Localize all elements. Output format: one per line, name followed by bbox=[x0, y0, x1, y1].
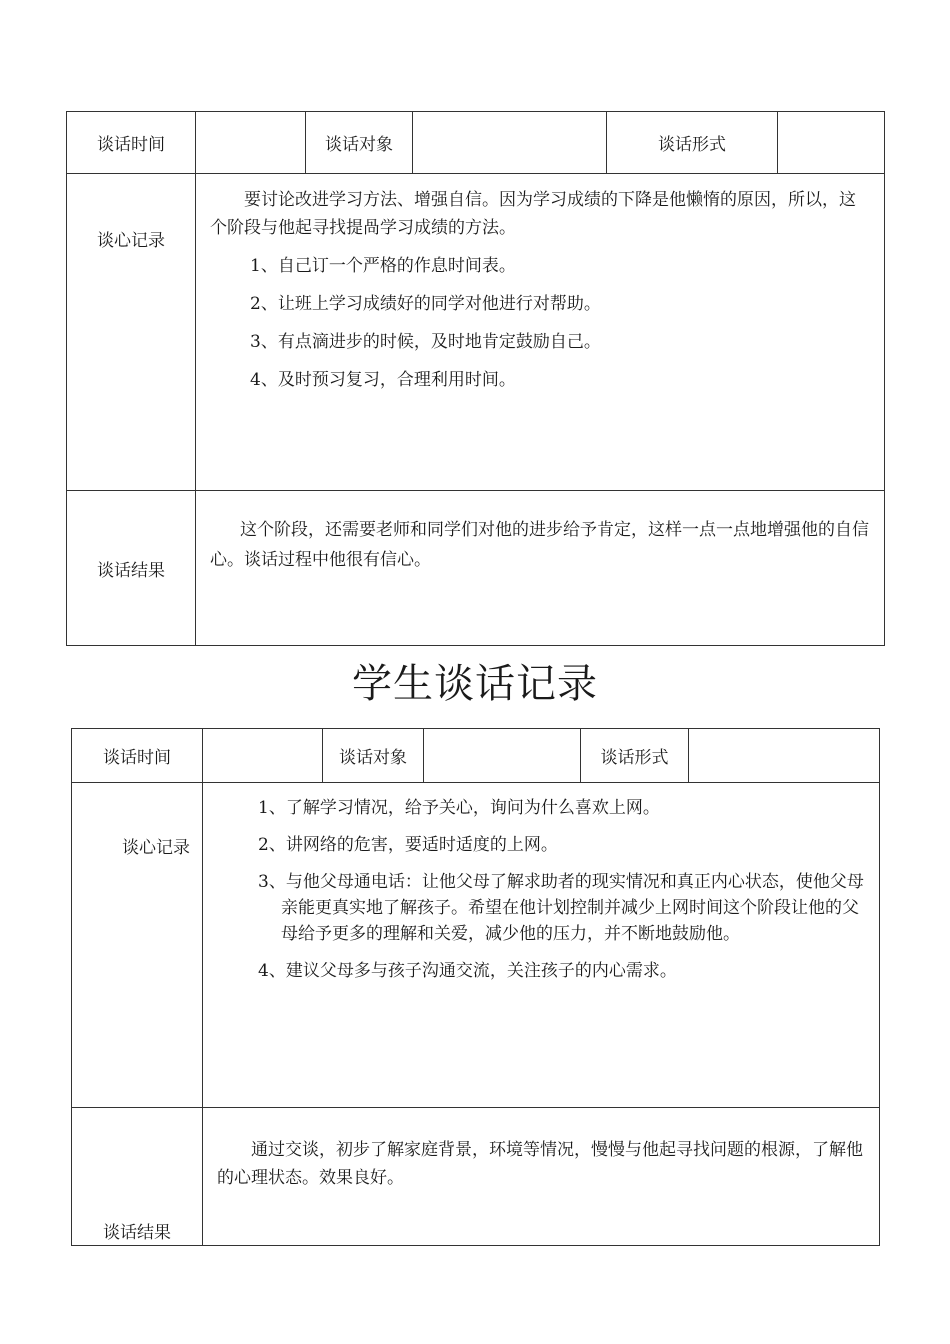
talk-form-value[interactable] bbox=[689, 729, 880, 783]
record-label: 谈心记录 bbox=[67, 174, 196, 491]
record-item: 2、让班上学习成绩好的同学对他进行对帮助。 bbox=[250, 294, 601, 314]
record-intro: 要讨论改进学习方法、增强自信。因为学习成绩的下降是他懒惰的原因，所以，这个阶段与他起寻找提咼学习成绩的方法。 bbox=[210, 190, 856, 238]
talk-time-label: 谈话时间 bbox=[72, 729, 203, 783]
talk-time-label: 谈话时间 bbox=[67, 112, 196, 174]
record-row bbox=[67, 174, 885, 491]
talk-target-label: 谈话对象 bbox=[323, 729, 424, 783]
record-label-cell bbox=[72, 783, 203, 1108]
record-item: 3、与他父母通电话：让他父母了解求助者的现实情况和真正内心状态，使他父母亲能更真实地了解孩子。希望在他计划控制并减少上网时间这个阶段让他的父母给予更多的理解和关爱，减少他的压力，并不断地鼓励他。 bbox=[258, 872, 864, 944]
record-content bbox=[203, 783, 880, 1108]
record-item: 3、有点滴进步的时候，及时地肯定鼓励自己。 bbox=[250, 332, 601, 352]
result-row bbox=[72, 1108, 880, 1246]
result-content bbox=[196, 491, 885, 646]
talk-target-label: 谈话对象 bbox=[306, 112, 413, 174]
talk-record-table-1 bbox=[66, 111, 885, 646]
record-item: 4、及时预习复习，合理利用时间。 bbox=[250, 370, 516, 390]
talk-target-value[interactable] bbox=[424, 729, 581, 783]
record-item: 1、了解学习情况，给予关心，询问为什么喜欢上网。 bbox=[258, 798, 660, 818]
record-item: 2、讲网络的危害，要适时适度的上网。 bbox=[258, 835, 558, 855]
talk-record-table-2 bbox=[71, 728, 880, 1246]
header-row bbox=[67, 112, 885, 174]
result-content bbox=[203, 1108, 880, 1246]
record-label: 谈心记录 bbox=[122, 838, 190, 858]
page-title: 学生谈话记录 bbox=[352, 661, 598, 707]
record-row bbox=[72, 783, 880, 1108]
result-label: 谈话结果 bbox=[67, 491, 196, 646]
talk-target-value[interactable] bbox=[413, 112, 607, 174]
record-item: 4、建议父母多与孩子沟通交流，关注孩子的内心需求。 bbox=[258, 961, 677, 981]
record-content bbox=[196, 174, 885, 491]
talk-form-label: 谈话形式 bbox=[607, 112, 778, 174]
talk-form-value[interactable] bbox=[778, 112, 885, 174]
result-text: 通过交谈，初步了解家庭背景，环境等情况，慢慢与他起寻找问题的根源，了解他的心理状态。效果良好。 bbox=[217, 1140, 863, 1188]
header-row bbox=[72, 729, 880, 783]
result-text: 这个阶段，还需要老师和同学们对他的进步给予肯定，这样一点一点地增强他的自信心。谈话过程中他很有信心。 bbox=[210, 520, 869, 570]
talk-form-label: 谈话形式 bbox=[581, 729, 689, 783]
record-item: 1、自己订一个严格的作息时间表。 bbox=[250, 256, 516, 276]
result-row bbox=[67, 491, 885, 646]
talk-time-value[interactable] bbox=[196, 112, 306, 174]
talk-time-value[interactable] bbox=[203, 729, 323, 783]
result-label: 谈话结果 bbox=[72, 1108, 203, 1246]
